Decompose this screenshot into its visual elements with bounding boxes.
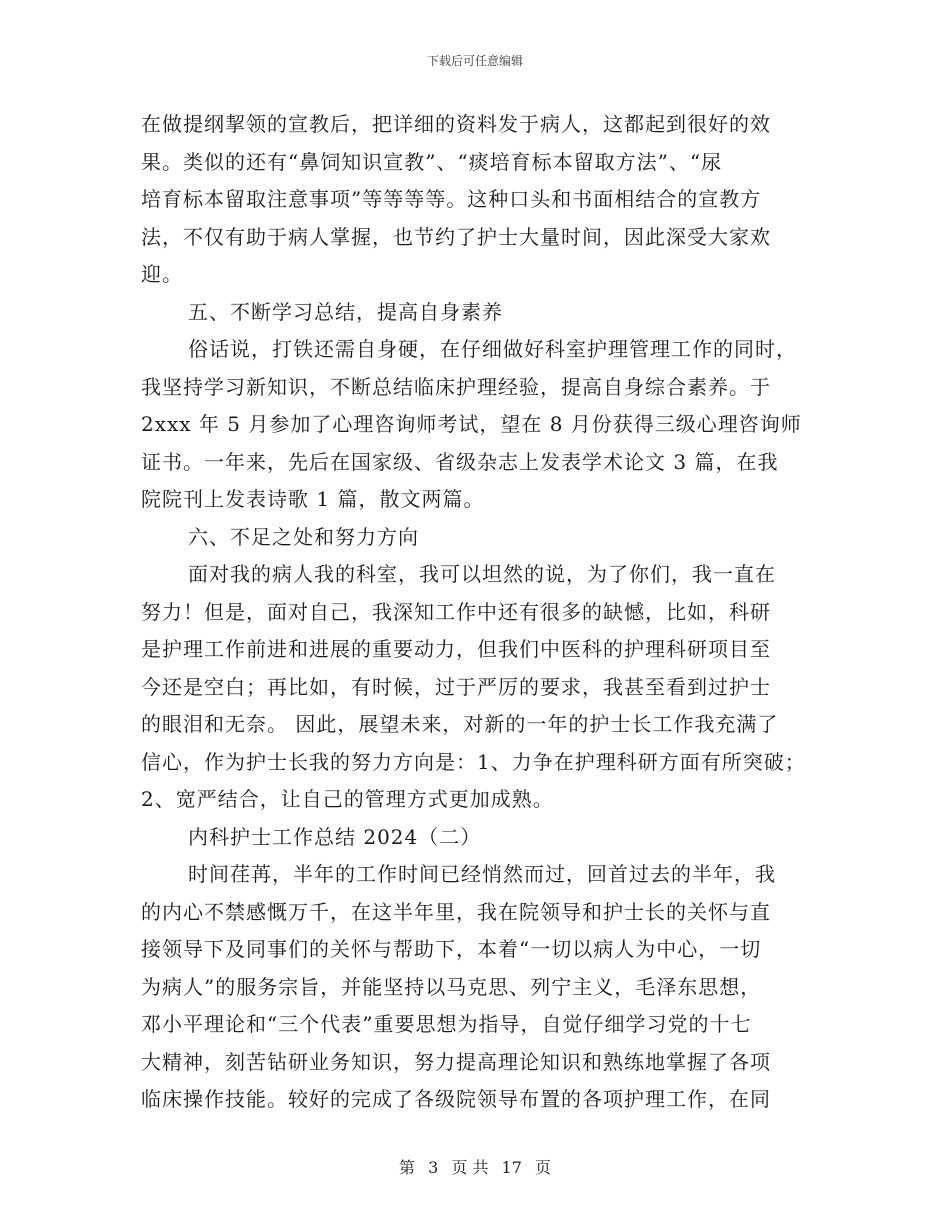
text-line: 信心，作为护士长我的努力方向是：1、力争在护理科研方面有所突破； [141,749,806,774]
footer-prefix: 第 [398,1158,415,1177]
text-line: 的眼泪和无奈。 因此，展望未来，对新的一年的护士长工作我充满了 [141,712,779,736]
text-line: 内科护士工作总结 2024（二） [188,824,482,849]
text-line: 今还是空白；再比如，有时候，过于严厉的要求，我甚至看到过护士 [141,674,771,699]
text-line: 为病人”的服务宗旨，并能坚持以马克思、列宁主义，毛泽东思想， [141,974,762,999]
text-line: 法，不仅有助于病人掌握，也节约了护士大量时间，因此深受大家欢 [141,224,771,249]
text-line: 俗话说，打铁还需自身硬，在仔细做好科室护理管理工作的同时， [188,337,797,361]
text-line: 努力！但是，面对自己，我深知工作中还有很多的缺憾，比如，科研 [141,599,771,624]
text-line: 证书。一年来，先后在国家级、省级杂志上发表学术论文 3 篇，在我 [141,449,779,474]
text-line: 五、不断学习总结，提高自身素养 [188,299,503,324]
text-line: 我坚持学习新知识，不断总结临床护理经验，提高自身综合素养。于 [141,374,771,399]
text-line: 培育标本留取注意事项”等等等等。这种口头和书面相结合的宣教方 [141,187,762,211]
text-line: 大精神，刻苦钻研业务知识，努力提高理论知识和熟练地掌握了各项 [141,1049,771,1074]
text-line: 邓小平理论和“三个代表”重要思想为指导，自觉仔细学习党的十七 [141,1012,752,1036]
text-line: 果。类似的还有“鼻饲知识宣教”、“痰培育标本留取方法”、“尿 [141,149,723,174]
text-line: 院院刊上发表诗歌 1 篇，散文两篇。 [141,487,485,511]
page-footer [0,1155,950,1178]
text-line: 面对我的病人我的科室，我可以坦然的说，为了你们，我一直在 [188,562,776,586]
footer-total-pages: 17 [501,1158,522,1177]
text-line: 临床操作技能。较好的完成了各级院领导布置的各项护理工作，在同 [141,1087,771,1111]
text-line: 是护理工作前进和进展的重要动力，但我们中医科的护理科研项目至 [141,637,771,661]
text-line: 在做提纲挈领的宣教后，把详细的资料发于病人，这都起到很好的效 [141,112,771,136]
text-line: 2、宽严结合，让自己的管理方式更加成熟。 [141,787,554,811]
footer-page-number: 3 [428,1158,439,1177]
page-header: 下载后可任意编辑 [426,54,523,68]
footer-middle: 页 共 [451,1158,489,1177]
text-line: 的内心不禁感慨万千，在这半年里，我在院领导和护士长的关怀与直 [141,899,771,924]
footer-suffix: 页 [535,1158,552,1177]
text-line: 接领导下及同事们的关怀与帮助下，本着“一切以病人为中心，一切 [141,937,762,961]
document-body [141,106,821,1119]
text-line: 迎。 [141,262,183,286]
text-line: 2xxx 年 5 月参加了心理咨询师考试，望在 8 月份获得三级心理咨询师 [141,412,802,436]
text-line: 六、不足之处和努力方向 [188,524,419,549]
text-line: 时间荏苒，半年的工作时间已经悄然而过，回首过去的半年，我 [188,862,776,886]
